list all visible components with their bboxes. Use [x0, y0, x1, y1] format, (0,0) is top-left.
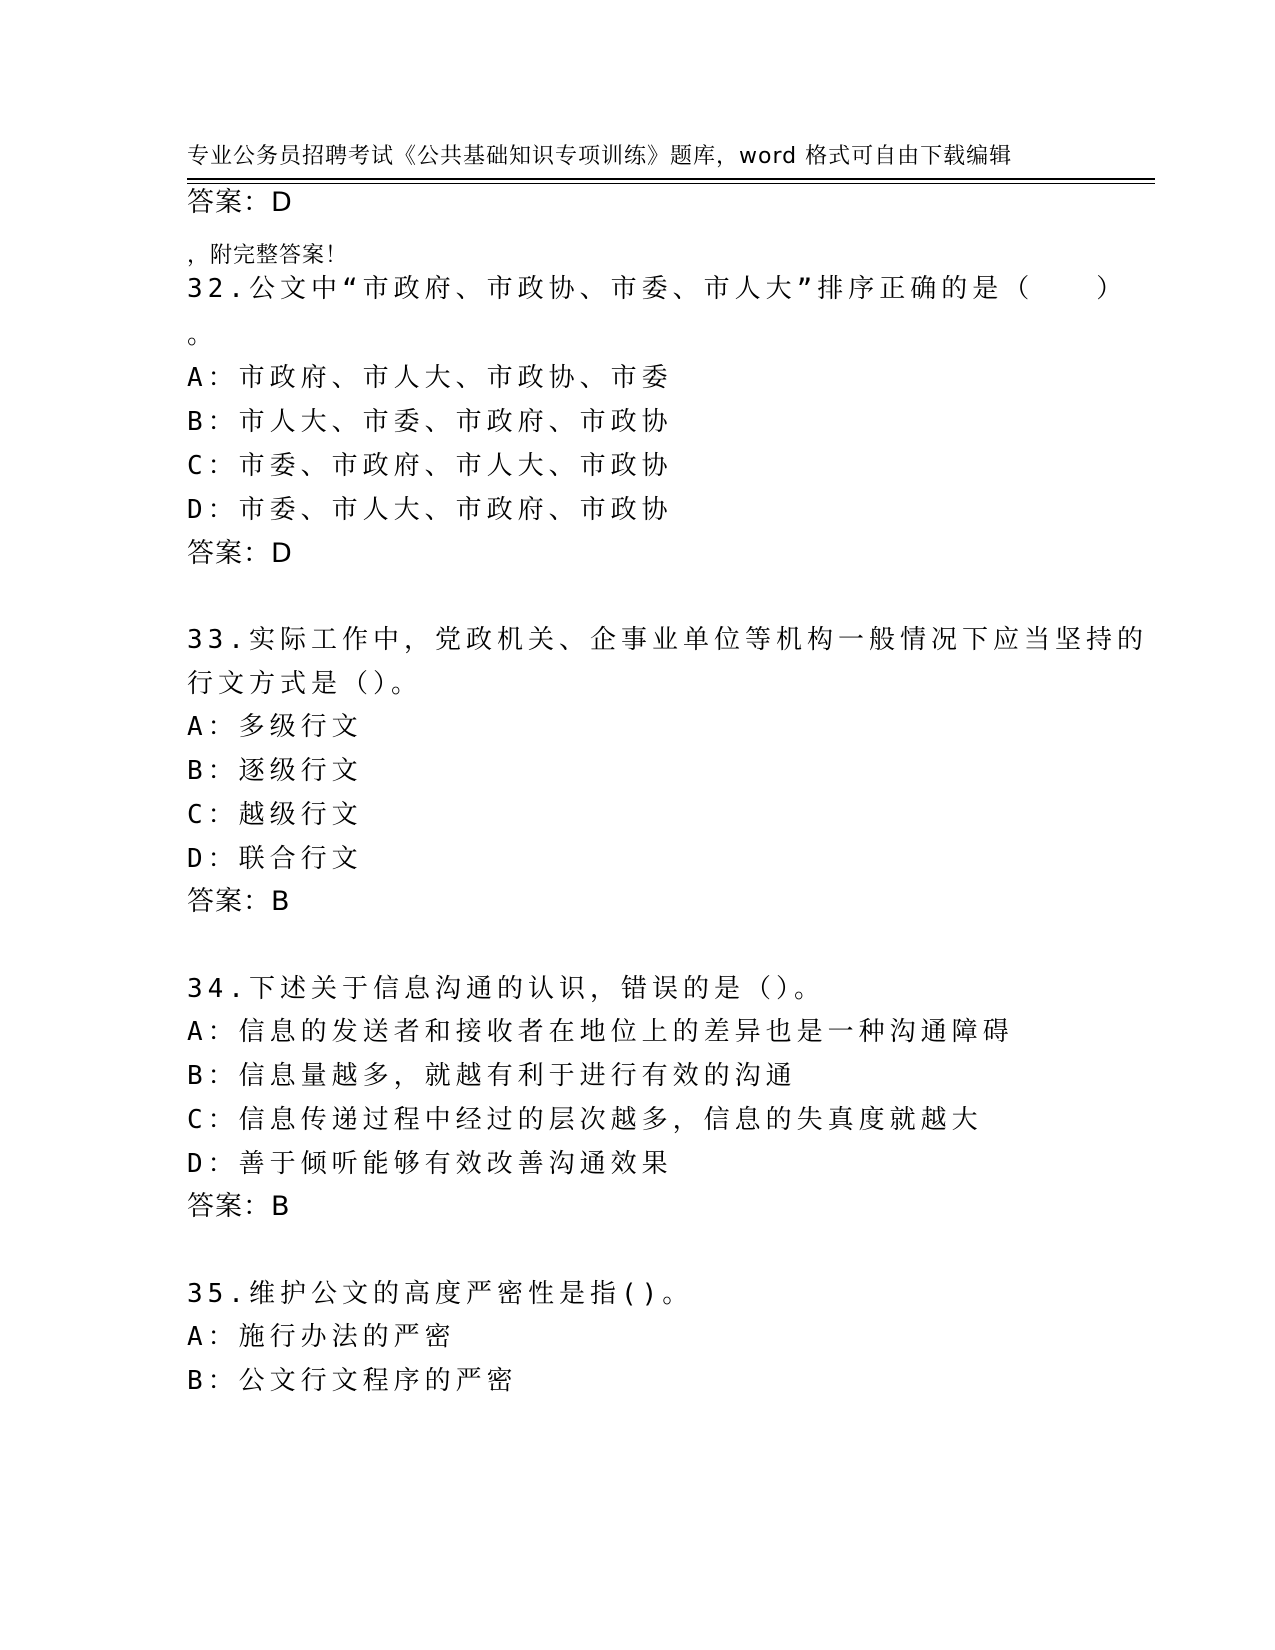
- question-34-option-a: A：信息的发送者和接收者在地位上的差异也是一种沟通障碍: [187, 1017, 1014, 1047]
- question-32-answer: 答案：D: [187, 538, 293, 569]
- question-35-option-a: A：施行办法的严密: [187, 1322, 456, 1352]
- question-32-option-a: A：市政府、市人大、市政协、市委: [187, 363, 673, 393]
- question-35-option-b: B：公文行文程序的严密: [187, 1366, 518, 1396]
- question-33-option-b: B：逐级行文: [187, 756, 363, 786]
- header-rule-thin: [187, 183, 1155, 184]
- question-34-answer: 答案：B: [187, 1191, 291, 1222]
- question-34-option-b: B：信息量越多，就越有利于进行有效的沟通: [187, 1061, 797, 1091]
- question-32-option-b: B：市人大、市委、市政府、市政协: [187, 407, 673, 437]
- question-32-option-d: D：市委、市人大、市政府、市政协: [187, 495, 673, 525]
- question-33-stem-line-1: 33.实际工作中，党政机关、企事业单位等机构一般情况下应当坚持的: [187, 625, 1148, 655]
- header-line-2: ，附完整答案！: [187, 243, 349, 268]
- question-34-option-c: C：信息传递过程中经过的层次越多，信息的失真度就越大: [187, 1105, 983, 1135]
- question-32-stem-line-2: 。: [187, 320, 219, 350]
- question-33-option-a: A：多级行文: [187, 712, 363, 742]
- question-35-stem: 35.维护公文的高度严密性是指()。: [187, 1279, 694, 1309]
- question-33-stem-line-2: 行文方式是（）。: [187, 669, 423, 699]
- question-33-answer: 答案：B: [187, 886, 291, 917]
- header-line-1: 专业公务员招聘考试《公共基础知识专项训练》题库，word 格式可自由下载编辑: [187, 144, 1013, 169]
- header-rule-thick: [187, 178, 1155, 180]
- question-33-option-c: C：越级行文: [187, 800, 363, 830]
- previous-answer: 答案：D: [187, 187, 293, 218]
- question-33-option-d: D：联合行文: [187, 844, 363, 874]
- question-34-stem: 34.下述关于信息沟通的认识，错误的是（）。: [187, 974, 825, 1004]
- question-34-option-d: D：善于倾听能够有效改善沟通效果: [187, 1149, 673, 1179]
- question-32-stem-line-1: 32.公文中“市政府、市政协、市委、市人大”排序正确的是（ ）: [187, 274, 1128, 304]
- question-32-option-c: C：市委、市政府、市人大、市政协: [187, 451, 673, 481]
